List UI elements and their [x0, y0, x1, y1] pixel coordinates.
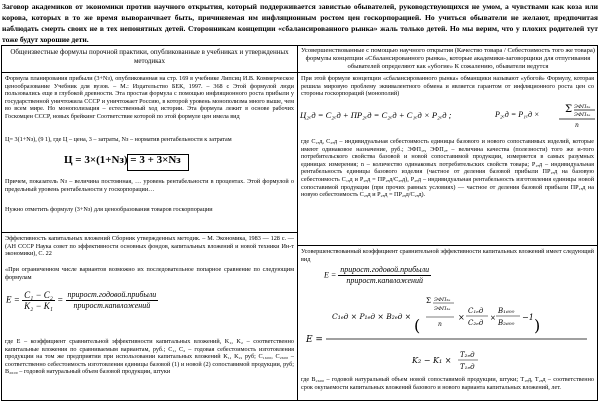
left-pricing-text: Формула планирования прибыли (3+Nз), опубликованная на стр. 169 в учебнике Липсиц И.В. Коммерческое ценообразование Учебник для вузов. – М.: Издательство БЕК, 1997. – 368 с Этой формулой люди пользовались еще в глубокой древности. Эта простая формула с помощью инфляционного роста прибыли у государственной уничтожила СССР и уничтожает Россию, в которой уровень монополизма много выше, чем во всем мире. Но монополизация – естественный ход истории. Эта формула лежит в основе рабочих Госкомцен СССР, новых брейкинг Соответствие которой по этой формуле цен имела вид: [5, 75, 294, 120]
svg-text:−1: −1: [522, 313, 534, 322]
svg-text:C₁ₑд × P₁ₑд × B₂ₑд ×: C₁ₑд × P₁ₑд × B₂ₑд ×: [332, 312, 412, 321]
formula-word-fraction: [66, 290, 159, 311]
svg-text:B₂₆₀₀: B₂₆₀₀: [498, 319, 515, 327]
left-capital-head: Эффективность капитальных вложений Сборник утвержденных методик. – М. Экономика, 1983 — 128 с. — (АН СССР Наука совет по эффективности основных фондов, капитальных вложений и новой техники Ин-т экономики), С. 22: [5, 235, 294, 258]
svg-text:ЭФП₂ₑ: ЭФП₂ₑ: [574, 104, 591, 110]
comparison-table: [1, 45, 598, 401]
right-column-header: Усовершенствованные с помощью научного открытия (Качество товара / Себестоимость того же товара) формулы концепции «Сбалансированного рынка», которые академики-заговорщики для отпугивания обывателей определяют как «убогие» К сожалению, обыватели ведутся: [301, 47, 595, 70]
simple-e-label: E =: [324, 270, 337, 280]
formula-box: [127, 154, 189, 171]
sum-fraction-graphic: [557, 101, 597, 131]
right-price-formula: Ц₂ₑд = C₂ₑд + ПР₂ₑд = C₂ₑд + C₁ₑд × P₂ₑд ;: [300, 110, 452, 120]
column-divider: [297, 46, 298, 400]
formula-denominator: K₂ − K₁: [24, 301, 53, 311]
left-pricing-after-2: Нужно отметить формулу (3+Nз) для ценообразования товаров госкорпорации: [5, 206, 213, 213]
left-row-divider: [2, 232, 297, 233]
svg-text:ЭФП₂ₑ: ЭФП₂ₑ: [434, 297, 451, 303]
formula-e-label: E =: [6, 294, 20, 305]
simple-e-numerator: прирост.годовой.прибыли: [340, 265, 430, 274]
left-capital-formula: [6, 290, 158, 311]
svg-text:K₂ − K₁ ×: K₂ − K₁ ×: [412, 356, 452, 365]
simple-e-denominator: прирост.капвложений: [346, 276, 424, 285]
right-simple-e-formula: [324, 265, 431, 286]
right-rentability-formula: P₂ₑд = P₁ₑд ×: [495, 110, 540, 119]
formula-equals: =: [57, 294, 64, 305]
svg-text:E =: E =: [306, 335, 323, 345]
formula-word-denominator: прирост.капвложений: [73, 301, 151, 310]
svg-text:Σ: Σ: [565, 104, 573, 115]
header-divider: [2, 72, 597, 73]
left-column-header: Общеизвестные формулы порочной практики, опубликованные в учебниках и утвержденных методиках: [10, 48, 289, 65]
svg-text:T₂ₑд: T₂ₑд: [460, 351, 475, 359]
svg-text:C₂ₑд: C₂ₑд: [468, 319, 484, 327]
left-capital-explanation: где E – коэффициент сравнительной эффективности капитальных вложений, K₁, K₂ – соответственно капитальные вложения по сравниваемым вариантам, руб.; C₁, C₂ – годовая себестоимость изготовления продукции на том же предприятии при использовании капитальных вложений K₁, K₂, руб; C₁₆₀₀, C₂₆₀₀ – соответственно себестоимость изготовления единицы базовой (1) и новой (2) сопоставимой продукции, руб; B₂₆₀₀ – годовой натуральный объем базовой продукции, штуки: [5, 338, 294, 376]
svg-text:T₁ₑд: T₁ₑд: [460, 363, 475, 371]
intro-paragraph: Заговор академиков от экономики против научного открытия, который поддерживается завистью обывателей, руководствующихся не умом, а чувствами как коза или корова, которых в то же время вывораичвает быть, причиняемая им инфляционным ростом цен госкорпорацией. Но учиться обыватели не желают, предпочитая наблюдать смерть своих не в тех непонятных детей. Сторонникам концепции «сбалансированного рынка» жаль только детей. Но мы верим, что у плохих родителей тут тоже будут хорошие дети.: [2, 2, 598, 44]
right-capital-explanation: где B₂₆₀₀ – годовой натуральный объем новой сопоставимой продукции, штуки; T₁ₑд, T₂ₑд – соответственно срок окупаемости капитальных вложений базового и нового варианта капитальных вложений, лет.: [301, 376, 594, 391]
svg-text:×: ×: [458, 313, 465, 322]
svg-text:Σ: Σ: [426, 297, 431, 305]
left-pricing-after: Причем, показатель Nз – величина постоянная, … уровень рентабельности в процентах. Этой формулой о предельный уровень рентабельности у госкорпорации…: [5, 178, 294, 193]
svg-text:n: n: [575, 122, 579, 129]
svg-text:(: (: [414, 316, 421, 335]
right-big-e-formula: [302, 293, 592, 386]
left-big-price-formula: Ц = 3×(1+Nз) = 3 + 3×Nз: [64, 154, 181, 166]
right-sum-fraction: [557, 101, 597, 134]
formula-numerator: C₁ − C₂: [24, 290, 53, 300]
right-pricing-explanation: где C₁ₑд, C₂ₑд – индивидуальная себестоимость единицы базового и нового сопоставимых изделий, которые имеют одинаковое назначение, руб.; ЭФП₁ₑ, ЭФП₂ₑ – величина качества (полезности) того же и-того потребительского свойства базовой и новой сопоставимой продукции, измеряется в самых разумных единицах измерения; n – количество одинаковых потребительских свойств товара; P₁ₑд – индивидуальная рентабельность единицы базового изделия (частное от деления базовой прибыли ПР₁ₑд на базовую себестоимость C₁ₑд и P₂ₑд = ПР₂ₑд/C₂ₑд), P₂ₑд – индивидуальная рентабельность изготовления единицы новой сопоставимой продукции (при прочих равных условиях) — частное от деления базовой прибыли ПР₁ₑд на новую себестоимость C₂ₑд и P₂ₑд = ПР₂ₑд/C₂ₑд).: [301, 138, 594, 199]
right-pricing-text: При этой формуле концепции «сбалансированного рынка» обманщики называют «убогой» Формулу, которая решила мировую проблему эквивалентного обмена и является гарантом от инфляционного роста цен со стороны госкорпораций (монополий): [301, 75, 594, 98]
left-capital-quote: «При ограниченном числе вариантов возможно их последовательное попарное сравнение по следующим формулам: [5, 266, 294, 281]
svg-text:n: n: [438, 321, 442, 328]
big-e-formula-graphic: [302, 293, 592, 383]
right-capital-head: Усовершенствованный коэффициент сравнительной эффективности капитальных вложений имеет следующий вид: [301, 248, 594, 263]
formula-fraction: [22, 290, 55, 311]
svg-text:C₁ₑд: C₁ₑд: [468, 307, 484, 315]
svg-text:×: ×: [490, 314, 496, 322]
svg-text:B₁₆₀₀: B₁₆₀₀: [498, 307, 515, 315]
svg-text:ЭФП₁ₑ: ЭФП₁ₑ: [434, 306, 451, 312]
right-row-divider: [297, 245, 597, 246]
svg-text:ЭФП₁ₑ: ЭФП₁ₑ: [574, 112, 591, 118]
left-pricing-formula-line: Ц= 3(1+Nз), (9 1), где Ц – цена, 3 – затраты, Nз – норматив рентабельности к затратам: [5, 136, 232, 143]
simple-e-fraction: [338, 265, 431, 286]
formula-word-numerator: прирост.годовой.прибыли: [67, 290, 157, 299]
svg-text:): ): [534, 316, 541, 335]
